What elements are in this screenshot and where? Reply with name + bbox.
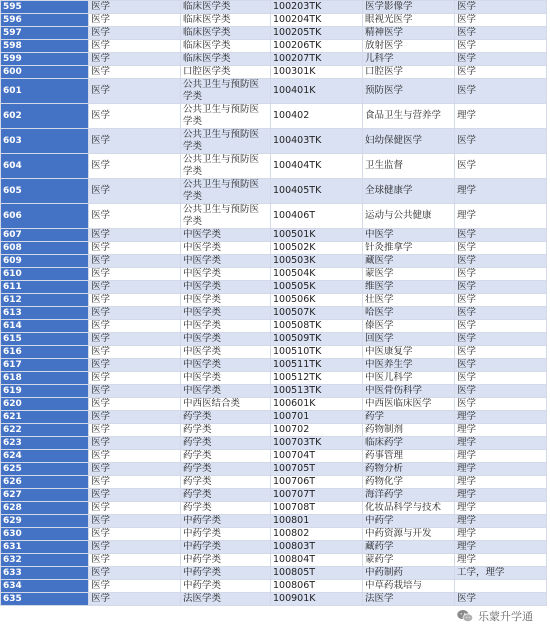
table-row — [1, 14, 547, 27]
major-name-cell: 化妆品科学与技术 — [363, 502, 455, 515]
wechat-icon — [456, 609, 474, 623]
table-row — [1, 307, 547, 320]
discipline-cell: 医学 — [89, 593, 181, 606]
discipline-cell: 医学 — [89, 346, 181, 359]
discipline-cell: 医学 — [89, 554, 181, 567]
major-class-cell: 公共卫生与预防医学类 — [181, 154, 271, 179]
row-number-cell: 607 — [1, 229, 89, 242]
degree-cell: 医学 — [455, 79, 547, 104]
row-number-cell: 595 — [1, 1, 89, 14]
row-number-cell: 600 — [1, 66, 89, 79]
degree-cell: 医学 — [455, 294, 547, 307]
degree-cell: 医学 — [455, 255, 547, 268]
discipline-cell: 医学 — [89, 79, 181, 104]
major-code-cell: 100511TK — [271, 359, 363, 372]
major-code-cell: 100802 — [271, 528, 363, 541]
row-number-cell: 626 — [1, 476, 89, 489]
row-number-cell: 611 — [1, 281, 89, 294]
degree-cell: 理学 — [455, 104, 547, 129]
watermark-text: 乐蒙升学通 — [478, 610, 533, 623]
table-row — [1, 424, 547, 437]
discipline-cell: 医学 — [89, 502, 181, 515]
discipline-cell: 医学 — [89, 179, 181, 204]
major-code-cell: 100406T — [271, 204, 363, 229]
major-name-cell: 针灸推拿学 — [363, 242, 455, 255]
major-name-cell: 藏药学 — [363, 541, 455, 554]
table-row — [1, 53, 547, 66]
table-body — [1, 1, 547, 606]
row-number-cell: 625 — [1, 463, 89, 476]
table-row — [1, 502, 547, 515]
major-class-cell: 中医学类 — [181, 307, 271, 320]
discipline-cell: 医学 — [89, 333, 181, 346]
major-name-cell: 壮医学 — [363, 294, 455, 307]
table-row — [1, 255, 547, 268]
row-number-cell: 603 — [1, 129, 89, 154]
major-code-cell: 100508TK — [271, 320, 363, 333]
row-number-cell: 624 — [1, 450, 89, 463]
major-name-cell: 运动与公共健康 — [363, 204, 455, 229]
major-name-cell: 维医学 — [363, 281, 455, 294]
major-class-cell: 中西医结合类 — [181, 398, 271, 411]
discipline-cell: 医学 — [89, 1, 181, 14]
discipline-cell: 医学 — [89, 372, 181, 385]
major-name-cell: 傣医学 — [363, 320, 455, 333]
degree-cell: 医学 — [455, 372, 547, 385]
major-name-cell: 哈医学 — [363, 307, 455, 320]
major-class-cell: 药学类 — [181, 437, 271, 450]
major-name-cell: 蒙药学 — [363, 554, 455, 567]
major-class-cell: 中药学类 — [181, 515, 271, 528]
table-row — [1, 567, 547, 580]
major-code-cell: 100510TK — [271, 346, 363, 359]
major-code-cell: 100803T — [271, 541, 363, 554]
table-row — [1, 476, 547, 489]
major-name-cell: 中医学 — [363, 229, 455, 242]
major-code-cell: 100401K — [271, 79, 363, 104]
degree-cell: 理学 — [455, 476, 547, 489]
major-class-cell: 中医学类 — [181, 385, 271, 398]
table-row — [1, 411, 547, 424]
degree-cell: 理学 — [455, 554, 547, 567]
row-number-cell: 628 — [1, 502, 89, 515]
row-number-cell: 634 — [1, 580, 89, 593]
discipline-cell: 医学 — [89, 580, 181, 593]
major-name-cell: 中医儿科学 — [363, 372, 455, 385]
row-number-cell: 615 — [1, 333, 89, 346]
major-class-cell: 中医学类 — [181, 242, 271, 255]
major-name-cell: 蒙医学 — [363, 268, 455, 281]
major-code-cell: 100707T — [271, 489, 363, 502]
major-name-cell: 药物分析 — [363, 463, 455, 476]
degree-cell: 医学 — [455, 1, 547, 14]
major-name-cell: 妇幼保健医学 — [363, 129, 455, 154]
major-class-cell: 中药学类 — [181, 541, 271, 554]
table-row — [1, 489, 547, 502]
row-number-cell: 621 — [1, 411, 89, 424]
major-code-cell: 100506K — [271, 294, 363, 307]
degree-cell: 理学 — [455, 463, 547, 476]
discipline-cell: 医学 — [89, 489, 181, 502]
discipline-cell: 医学 — [89, 515, 181, 528]
major-name-cell: 中药制药 — [363, 567, 455, 580]
major-code-cell: 100703TK — [271, 437, 363, 450]
degree-cell: 医学 — [455, 333, 547, 346]
degree-cell: 医学 — [455, 268, 547, 281]
major-code-cell: 100204TK — [271, 14, 363, 27]
degree-cell: 理学 — [455, 437, 547, 450]
major-name-cell: 全球健康学 — [363, 179, 455, 204]
table-row — [1, 437, 547, 450]
major-name-cell: 藏医学 — [363, 255, 455, 268]
degree-cell: 医学 — [455, 242, 547, 255]
table-row — [1, 528, 547, 541]
major-code-cell: 100806T — [271, 580, 363, 593]
degree-cell: 理学 — [455, 424, 547, 437]
major-class-cell: 药学类 — [181, 411, 271, 424]
major-code-cell: 100509TK — [271, 333, 363, 346]
major-class-cell: 中医学类 — [181, 372, 271, 385]
discipline-cell: 医学 — [89, 320, 181, 333]
major-code-cell: 100702 — [271, 424, 363, 437]
degree-cell: 医学 — [455, 154, 547, 179]
discipline-cell: 医学 — [89, 424, 181, 437]
degree-cell: 医学 — [455, 66, 547, 79]
major-class-cell: 中医学类 — [181, 333, 271, 346]
major-code-cell: 100502K — [271, 242, 363, 255]
row-number-cell: 627 — [1, 489, 89, 502]
major-code-cell: 100207TK — [271, 53, 363, 66]
table-row — [1, 204, 547, 229]
major-code-cell: 100402 — [271, 104, 363, 129]
row-number-cell: 614 — [1, 320, 89, 333]
row-number-cell: 609 — [1, 255, 89, 268]
major-name-cell: 医学影像学 — [363, 1, 455, 14]
major-code-cell: 100704T — [271, 450, 363, 463]
table-row — [1, 154, 547, 179]
degree-cell: 医学 — [455, 14, 547, 27]
major-code-cell: 100701 — [271, 411, 363, 424]
discipline-cell: 医学 — [89, 567, 181, 580]
discipline-cell: 医学 — [89, 294, 181, 307]
row-number-cell: 605 — [1, 179, 89, 204]
row-number-cell: 599 — [1, 53, 89, 66]
table-row — [1, 104, 547, 129]
major-code-cell: 100405TK — [271, 179, 363, 204]
major-code-cell: 100805T — [271, 567, 363, 580]
major-code-cell: 100206TK — [271, 40, 363, 53]
major-name-cell: 放射医学 — [363, 40, 455, 53]
discipline-cell: 医学 — [89, 281, 181, 294]
major-class-cell: 中医学类 — [181, 229, 271, 242]
table-row — [1, 385, 547, 398]
row-number-cell: 630 — [1, 528, 89, 541]
major-class-cell: 药学类 — [181, 424, 271, 437]
major-class-cell: 临床医学类 — [181, 14, 271, 27]
major-name-cell: 卫生监督 — [363, 154, 455, 179]
table-row — [1, 398, 547, 411]
degree-cell: 医学 — [455, 129, 547, 154]
discipline-cell: 医学 — [89, 450, 181, 463]
table-row — [1, 346, 547, 359]
table-row — [1, 281, 547, 294]
discipline-cell: 医学 — [89, 359, 181, 372]
discipline-cell: 医学 — [89, 242, 181, 255]
major-name-cell: 口腔医学 — [363, 66, 455, 79]
major-class-cell: 药学类 — [181, 463, 271, 476]
major-class-cell: 中医学类 — [181, 268, 271, 281]
table-row — [1, 359, 547, 372]
major-code-cell: 100601K — [271, 398, 363, 411]
table-row — [1, 268, 547, 281]
degree-cell: 医学 — [455, 398, 547, 411]
major-class-cell: 中药学类 — [181, 580, 271, 593]
major-code-cell: 100403TK — [271, 129, 363, 154]
row-number-cell: 601 — [1, 79, 89, 104]
major-name-cell: 法医学 — [363, 593, 455, 606]
major-class-cell: 中医学类 — [181, 359, 271, 372]
major-code-cell: 100706T — [271, 476, 363, 489]
discipline-cell: 医学 — [89, 541, 181, 554]
degree-cell: 理学 — [455, 179, 547, 204]
discipline-cell: 医学 — [89, 229, 181, 242]
major-code-cell: 100205TK — [271, 27, 363, 40]
major-code-cell: 100705T — [271, 463, 363, 476]
row-number-cell: 598 — [1, 40, 89, 53]
discipline-cell: 医学 — [89, 129, 181, 154]
watermark — [453, 607, 536, 625]
major-class-cell: 临床医学类 — [181, 40, 271, 53]
row-number-cell: 602 — [1, 104, 89, 129]
major-name-cell: 儿科学 — [363, 53, 455, 66]
major-class-cell: 公共卫生与预防医学类 — [181, 79, 271, 104]
table-row — [1, 40, 547, 53]
major-name-cell: 中药资源与开发 — [363, 528, 455, 541]
major-name-cell: 药事管理 — [363, 450, 455, 463]
degree-cell: 医学 — [455, 27, 547, 40]
discipline-cell: 医学 — [89, 66, 181, 79]
degree-cell: 理学 — [455, 489, 547, 502]
major-code-cell: 100708T — [271, 502, 363, 515]
row-number-cell: 631 — [1, 541, 89, 554]
row-number-cell: 596 — [1, 14, 89, 27]
degree-cell: 医学 — [455, 40, 547, 53]
table-row — [1, 66, 547, 79]
table-row — [1, 333, 547, 346]
major-class-cell: 法医学类 — [181, 593, 271, 606]
discipline-cell: 医学 — [89, 268, 181, 281]
major-class-cell: 药学类 — [181, 502, 271, 515]
table-row — [1, 515, 547, 528]
major-name-cell: 药物制剂 — [363, 424, 455, 437]
row-number-cell: 604 — [1, 154, 89, 179]
table-row — [1, 372, 547, 385]
major-class-cell: 公共卫生与预防医学类 — [181, 204, 271, 229]
discipline-cell: 医学 — [89, 204, 181, 229]
major-name-cell: 临床药学 — [363, 437, 455, 450]
major-class-cell: 口腔医学类 — [181, 66, 271, 79]
major-code-cell: 100901K — [271, 593, 363, 606]
degree-cell: 医学 — [455, 385, 547, 398]
major-code-cell: 100501K — [271, 229, 363, 242]
degree-cell: 医学 — [455, 229, 547, 242]
major-code-cell: 100404TK — [271, 154, 363, 179]
row-number-cell: 610 — [1, 268, 89, 281]
row-number-cell: 620 — [1, 398, 89, 411]
major-class-cell: 中医学类 — [181, 281, 271, 294]
major-class-cell: 中医学类 — [181, 346, 271, 359]
major-code-cell: 100512TK — [271, 372, 363, 385]
major-class-cell: 临床医学类 — [181, 53, 271, 66]
table-row — [1, 229, 547, 242]
row-number-cell: 608 — [1, 242, 89, 255]
discipline-cell: 医学 — [89, 437, 181, 450]
row-number-cell: 613 — [1, 307, 89, 320]
degree-cell: 理学 — [455, 411, 547, 424]
major-code-cell: 100504K — [271, 268, 363, 281]
major-class-cell: 公共卫生与预防医学类 — [181, 104, 271, 129]
row-number-cell: 616 — [1, 346, 89, 359]
major-name-cell: 中医养生学 — [363, 359, 455, 372]
major-name-cell: 药学 — [363, 411, 455, 424]
major-name-cell: 回医学 — [363, 333, 455, 346]
table-row — [1, 79, 547, 104]
degree-cell: 医学 — [455, 53, 547, 66]
row-number-cell: 606 — [1, 204, 89, 229]
major-class-cell: 临床医学类 — [181, 1, 271, 14]
table-row — [1, 554, 547, 567]
major-class-cell: 公共卫生与预防医学类 — [181, 179, 271, 204]
discipline-cell: 医学 — [89, 154, 181, 179]
major-name-cell: 中药学 — [363, 515, 455, 528]
major-class-cell: 药学类 — [181, 476, 271, 489]
table-row — [1, 541, 547, 554]
major-class-cell: 中医学类 — [181, 294, 271, 307]
major-name-cell: 中医康复学 — [363, 346, 455, 359]
degree-cell: 医学 — [455, 346, 547, 359]
row-number-cell: 597 — [1, 27, 89, 40]
major-name-cell: 药物化学 — [363, 476, 455, 489]
major-code-cell: 100203TK — [271, 1, 363, 14]
table-row — [1, 320, 547, 333]
table-row — [1, 242, 547, 255]
major-class-cell: 中药学类 — [181, 554, 271, 567]
major-class-cell: 临床医学类 — [181, 27, 271, 40]
table-row — [1, 593, 547, 606]
discipline-cell: 医学 — [89, 398, 181, 411]
degree-cell: 理学 — [455, 502, 547, 515]
row-number-cell: 619 — [1, 385, 89, 398]
major-code-cell: 100505K — [271, 281, 363, 294]
discipline-cell: 医学 — [89, 27, 181, 40]
major-class-cell: 中医学类 — [181, 255, 271, 268]
table-row — [1, 1, 547, 14]
row-number-cell: 617 — [1, 359, 89, 372]
degree-cell: 理学 — [455, 515, 547, 528]
major-name-cell: 中草药栽培与 — [363, 580, 455, 593]
table-row — [1, 463, 547, 476]
table-row — [1, 294, 547, 307]
major-code-cell: 100503K — [271, 255, 363, 268]
degree-cell: 医学 — [455, 593, 547, 606]
major-code-cell: 100804T — [271, 554, 363, 567]
major-class-cell: 药学类 — [181, 489, 271, 502]
major-class-cell: 中药学类 — [181, 567, 271, 580]
discipline-cell: 医学 — [89, 528, 181, 541]
major-name-cell: 中医骨伤科学 — [363, 385, 455, 398]
degree-cell: 理学 — [455, 204, 547, 229]
degree-cell: 理学 — [455, 541, 547, 554]
major-class-cell: 中药学类 — [181, 528, 271, 541]
discipline-cell: 医学 — [89, 307, 181, 320]
degree-cell: 医学 — [455, 281, 547, 294]
table-row — [1, 450, 547, 463]
major-name-cell: 精神医学 — [363, 27, 455, 40]
row-number-cell: 632 — [1, 554, 89, 567]
major-name-cell: 眼视光医学 — [363, 14, 455, 27]
degree-cell: 理学 — [455, 528, 547, 541]
degree-cell: 医学 — [455, 307, 547, 320]
discipline-cell: 医学 — [89, 14, 181, 27]
degree-cell — [455, 580, 547, 593]
discipline-cell: 医学 — [89, 255, 181, 268]
major-name-cell: 预防医学 — [363, 79, 455, 104]
degree-cell: 医学 — [455, 359, 547, 372]
major-name-cell: 食品卫生与营养学 — [363, 104, 455, 129]
major-class-cell: 中医学类 — [181, 320, 271, 333]
major-class-cell: 药学类 — [181, 450, 271, 463]
row-number-cell: 633 — [1, 567, 89, 580]
major-code-cell: 100801 — [271, 515, 363, 528]
discipline-cell: 医学 — [89, 385, 181, 398]
table-row — [1, 580, 547, 593]
row-number-cell: 635 — [1, 593, 89, 606]
degree-cell: 医学 — [455, 320, 547, 333]
table-row — [1, 179, 547, 204]
row-number-cell: 623 — [1, 437, 89, 450]
discipline-cell: 医学 — [89, 411, 181, 424]
discipline-cell: 医学 — [89, 40, 181, 53]
major-name-cell: 海洋药学 — [363, 489, 455, 502]
discipline-cell: 医学 — [89, 53, 181, 66]
row-number-cell: 618 — [1, 372, 89, 385]
row-number-cell: 612 — [1, 294, 89, 307]
degree-cell: 工学，理学 — [455, 567, 547, 580]
discipline-cell: 医学 — [89, 463, 181, 476]
major-code-cell: 100301K — [271, 66, 363, 79]
discipline-cell: 医学 — [89, 476, 181, 489]
major-code-cell: 100513TK — [271, 385, 363, 398]
table-row — [1, 27, 547, 40]
row-number-cell: 629 — [1, 515, 89, 528]
major-class-cell: 公共卫生与预防医学类 — [181, 129, 271, 154]
degree-cell: 理学 — [455, 450, 547, 463]
table-row — [1, 129, 547, 154]
row-number-cell: 622 — [1, 424, 89, 437]
discipline-cell: 医学 — [89, 104, 181, 129]
major-code-cell: 100507K — [271, 307, 363, 320]
major-name-cell: 中西医临床医学 — [363, 398, 455, 411]
